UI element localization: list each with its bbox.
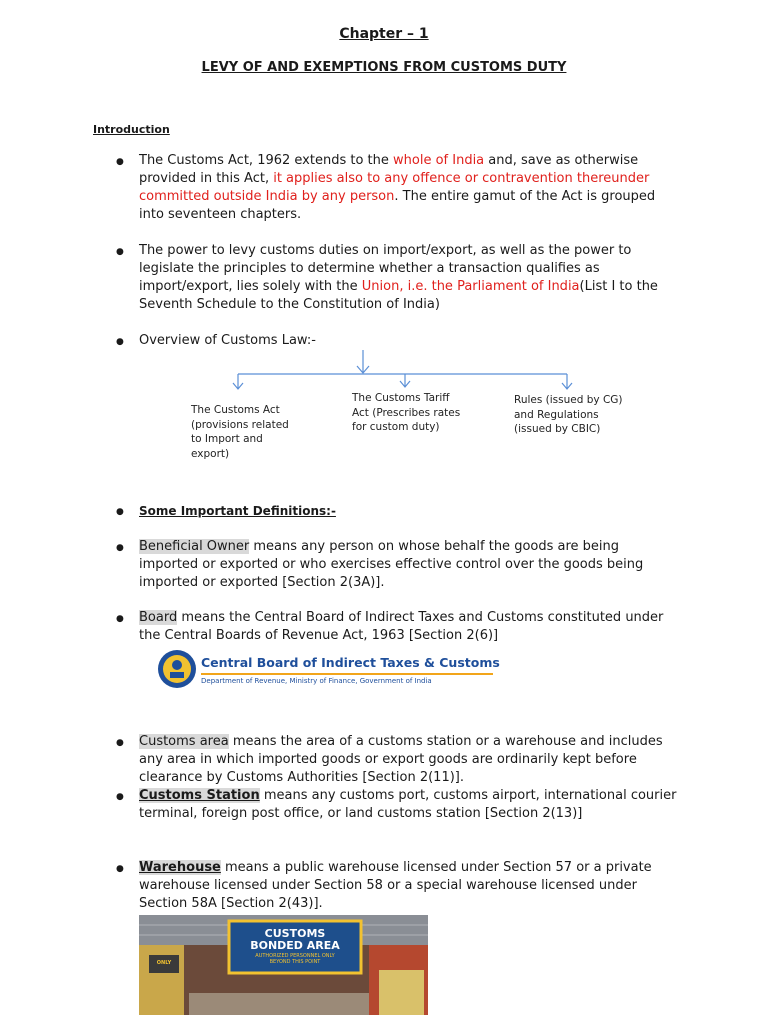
definition-beneficial-owner: Beneficial Owner means any person on whose behalf the goods are being imported or exported or who exercises effective control over the goods being imported or exported [Section 2(3A)].: [139, 539, 644, 590]
bullet-icon: ●: [116, 507, 124, 517]
bullet-icon: ●: [116, 543, 124, 553]
customs-bonded-area-photo: [139, 915, 428, 1015]
small-sign-text: ONLY: [156, 960, 172, 966]
bullet-icon: ●: [116, 792, 124, 802]
logo-title: Central Board of Indirect Taxes & Customs: [201, 655, 500, 670]
overview-label: Overview of Customs Law:-: [139, 333, 316, 348]
definition-warehouse: Warehouse means a public warehouse licensed under Section 57 or a private warehouse licensed under Section 58 or a special warehouse licensed under Section 58A [Section 2(43)].: [139, 860, 652, 911]
definition-board: Board means the Central Board of Indirect Taxes and Customs constituted under the Central Boards of Revenue Act, 1963 [Section 2(6)]: [139, 610, 664, 643]
diagram-box-tariff-act: The Customs Tariff Act (Prescribes rates for custom duty): [352, 392, 461, 433]
logo-divider: [201, 673, 493, 675]
overview-diagram-arrows: [230, 348, 580, 392]
diagram-box-rules: Rules (issued by CG) and Regulations (issued by CBIC): [514, 394, 623, 435]
section-introduction: Introduction: [93, 123, 170, 136]
document-title: LEVY OF AND EXEMPTIONS FROM CUSTOMS DUTY: [201, 60, 567, 75]
paragraph-extent: The Customs Act, 1962 extends to the whole of India and, save as otherwise provided in this Act, it applies also to any offence or contravention thereunder committed outside India by any person. The entire gamut of the Act is grouped into seventeen chapters.: [139, 153, 656, 222]
bullet-icon: ●: [116, 738, 124, 748]
bullet-icon: ●: [116, 864, 124, 874]
definitions-heading: Some Important Definitions:-: [139, 504, 336, 518]
logo-subtitle: Department of Revenue, Ministry of Finance, Government of India: [201, 677, 432, 685]
chapter-heading: Chapter – 1: [339, 26, 429, 42]
paragraph-power-to-levy: The power to levy customs duties on import/export, as well as the power to legislate the principles to determine whether a transaction qualifies as import/export, lies solely with the Union, i.e. the Parliament of India(List I to the Seventh Schedule to the Constitution of India): [139, 243, 658, 312]
bullet-icon: ●: [116, 614, 124, 624]
definition-customs-station: Customs Station means any customs port, customs airport, international courier terminal, foreign post office, or land customs station [Section 2(13)]: [139, 788, 677, 821]
cbic-logo: [157, 648, 500, 690]
bullet-icon: ●: [116, 247, 124, 257]
sign-text: CUSTOMS BONDED AREA: [250, 927, 340, 952]
bullet-icon: ●: [116, 157, 124, 167]
sign-subtext: AUTHORIZED PERSONNEL ONLY BEYOND THIS POINT: [255, 953, 335, 965]
emblem-icon: [157, 648, 197, 690]
bullet-icon: ●: [116, 337, 124, 347]
diagram-box-customs-act: The Customs Act (provisions related to Import and export): [191, 404, 289, 460]
definition-customs-area: Customs area means the area of a customs station or a warehouse and includes any area in which imported goods or export goods are ordinarily kept before clearance by Customs Authorities [Section 2(11)].: [139, 734, 663, 785]
